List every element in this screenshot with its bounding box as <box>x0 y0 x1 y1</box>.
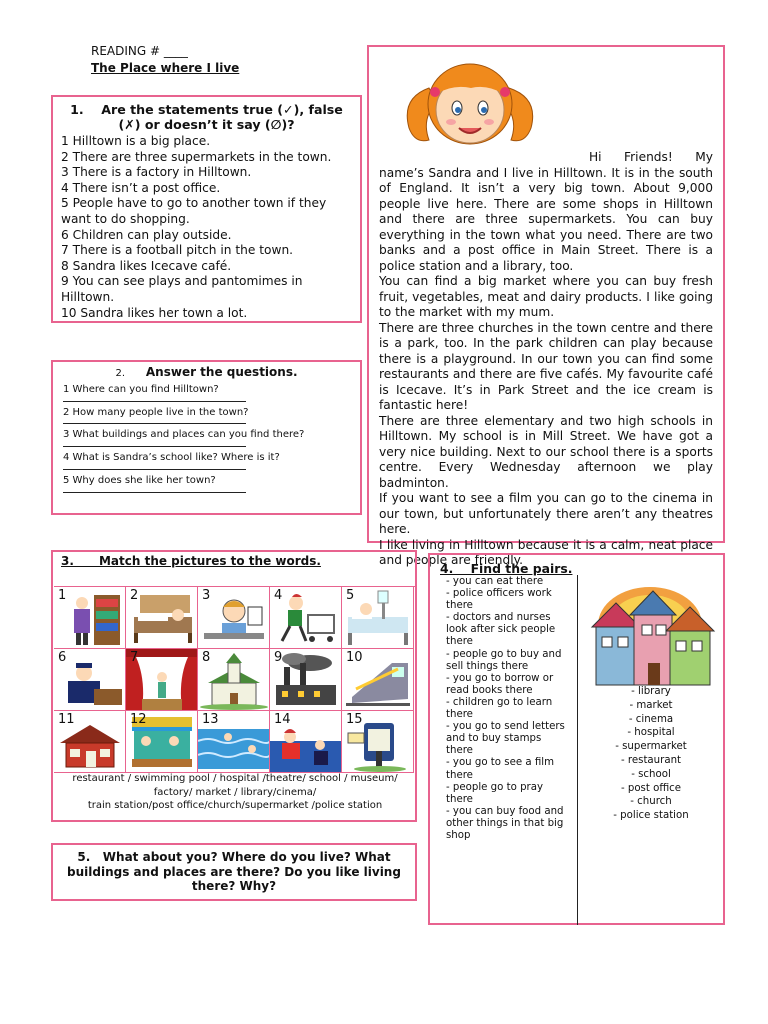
description-item: - you go to see a film there <box>446 757 555 781</box>
exercise-3-title: 3. Match the pictures to the words. <box>61 554 321 568</box>
answer-line[interactable] <box>63 488 246 493</box>
place-item: - restaurant <box>620 754 682 766</box>
question-item: 3 What buildings and places can you find there? <box>63 429 305 441</box>
exercise-5-box <box>51 843 417 901</box>
picture-number: 1 <box>58 588 67 603</box>
description-item: - you go to send letters and to buy stamps there <box>446 721 565 757</box>
description-item: - people go to buy and sell things there <box>446 648 562 672</box>
reading-paragraph: There are three elementary and two high schools in Hilltown. My school is in Mill Street. We have got a very nice building. Next to our school there is a sports centre. Every Wednesday afternoon we play badminton. <box>379 413 713 490</box>
exercise-5-prompt: 5. What about you? Where do you live? What buildings and places are there? Do you like living there? Why? <box>67 850 406 893</box>
picture-number: 9 <box>274 650 283 665</box>
description-item: - doctors and nurses look after sick people there <box>446 612 556 648</box>
exercise-2-number: 2. <box>115 368 125 379</box>
reading-paragraph: There are three churches in the town centre and there is a park, too. In the park children can play because there is a playground. In our town you can find some restaurants and there are five cafés. My favourite café is Icecave. It’s in Park Street and the ice cream is fantastic here! <box>379 320 713 412</box>
picture-cell-theatre <box>126 649 198 711</box>
picture-cell-hospital-bed <box>126 587 198 649</box>
exercise-1-number: 1. <box>70 102 84 117</box>
picture-cell-police-station <box>54 649 126 711</box>
description-item: - children go to learn there <box>446 696 553 721</box>
picture-number: 4 <box>274 588 283 603</box>
exercise-4-title: 4. Find the pairs. <box>440 561 573 576</box>
statement-item: 9 You can see plays and pantomimes in Hilltown. <box>61 274 303 304</box>
exercise-1-box <box>51 95 362 323</box>
question-item: 5 Why does she like her town? <box>63 474 216 486</box>
picture-cell-swimming-pool <box>198 711 270 773</box>
picture-cell-cinema <box>270 711 342 773</box>
statement-item: 3 There is a factory in Hilltown. <box>61 165 252 180</box>
picture-cell-restaurant <box>54 711 126 773</box>
exercise-1-question <box>61 102 352 132</box>
worksheet-title: The Place where I live <box>91 61 240 75</box>
question-item: 4 What is Sandra’s school like? Where is it? <box>63 452 280 464</box>
picture-number: 12 <box>130 712 147 727</box>
picture-number: 8 <box>202 650 211 665</box>
description-item: - people go to pray there <box>446 781 544 805</box>
reading-paragraph: If you want to see a film you can go to the cinema in our town, but unfortunately there aren’t any theatres here. <box>379 491 713 536</box>
picture-cell-factory <box>270 649 342 711</box>
place-item: - school <box>631 768 671 780</box>
place-item: - post office <box>620 782 682 794</box>
description-item: - you go to borrow or read books there <box>446 672 554 696</box>
statement-item: 8 Sandra likes Icecave café. <box>61 258 232 273</box>
sandra-girl-illustration <box>379 52 551 150</box>
place-item: - library <box>631 686 671 697</box>
reading-paragraph: I like living in Hilltown because it is a calm, neat place and people are friendly. <box>379 537 713 567</box>
picture-number: 7 <box>130 650 139 665</box>
houses-illustration <box>590 585 716 691</box>
question-item: 2 How many people live in the town? <box>63 406 249 418</box>
exercise-1-question-text: Are the statements true (✓), false (✗) or doesn’t it say (∅)? <box>101 102 343 132</box>
picture-number: 10 <box>346 650 363 665</box>
picture-cell-school <box>198 587 270 649</box>
word-bank <box>53 772 417 813</box>
picture-cell-post-office <box>342 711 414 773</box>
reading-intro-paragraph: Hi Friends! My name’s Sandra and I live in Hilltown. It is in the south of England. It isn’t a very big town. About 9,000 people live here. There are some shops in Hilltown and there are three supermarkets. You can buy everything in the town what you need. There are two banks and a post office in Main Street. There is a police station and a library, too. <box>379 150 713 273</box>
place-item: - hospital <box>627 727 675 739</box>
exercise-2-question-text: Answer the questions. <box>145 365 298 379</box>
exercise-4-box <box>428 553 725 925</box>
column-divider <box>577 575 578 925</box>
statement-item: 6 Children can play outside. <box>61 227 232 242</box>
answer-line[interactable] <box>63 442 246 447</box>
answer-line[interactable] <box>63 397 246 402</box>
picture-cell-church <box>198 649 270 711</box>
statement-item: 1 Hilltown is a big place. <box>61 134 211 148</box>
exercise-2-box <box>51 360 362 515</box>
description-list <box>446 576 571 842</box>
answer-line[interactable] <box>63 419 246 424</box>
statement-item: 2 There are three supermarkets in the town. <box>61 149 332 164</box>
picture-number: 6 <box>58 650 67 665</box>
word-bank-line: restaurant / swimming pool / hospital /theatre/ school / museum/ <box>72 773 398 784</box>
reading-paragraphs <box>379 274 713 569</box>
reading-number-label: READING # ____ <box>91 44 188 58</box>
picture-cell-hospital <box>342 587 414 649</box>
description-item: - police officers work there <box>446 588 552 612</box>
place-item: - police station <box>613 810 689 822</box>
description-item: - you can eat there <box>446 576 544 587</box>
picture-cell-library <box>54 587 126 649</box>
reading-paragraph: You can find a big market where you can buy fresh fruit, vegetables, meat and dairy products. I like going to the market with my mum. <box>379 274 713 319</box>
place-item: - market <box>629 699 673 711</box>
picture-grid <box>54 586 416 773</box>
place-item: - supermarket <box>615 741 687 753</box>
answer-line[interactable] <box>63 465 246 470</box>
place-list <box>586 685 716 823</box>
word-bank-line: train station/post office/church/supermarket /police station <box>87 800 383 811</box>
exercise-3-box <box>51 550 417 822</box>
exercise-2-question <box>63 366 350 381</box>
question-list <box>63 384 350 493</box>
question-item: 1 Where can you find Hilltown? <box>63 383 219 395</box>
picture-number: 15 <box>346 712 363 727</box>
picture-number: 5 <box>346 588 355 603</box>
statement-list <box>61 134 352 321</box>
picture-number: 3 <box>202 588 211 603</box>
picture-cell-supermarket <box>270 587 342 649</box>
picture-number: 13 <box>202 712 219 727</box>
place-item: - church <box>630 796 672 808</box>
description-item: - you can buy food and other things in that big shop <box>446 805 564 841</box>
statement-item: 10 Sandra likes her town a lot. <box>61 305 248 320</box>
picture-number: 2 <box>130 588 139 603</box>
statement-item: 7 There is a football pitch in the town. <box>61 243 294 258</box>
reading-text-box <box>367 45 725 567</box>
statement-item: 4 There isn’t a post office. <box>61 180 221 195</box>
word-bank-line: factory/ market / library/cinema/ <box>153 786 317 798</box>
picture-number: 14 <box>274 712 291 727</box>
picture-cell-market <box>126 711 198 773</box>
picture-cell-train-station <box>342 649 414 711</box>
statement-item: 5 People have to go to another town if they want to do shopping. <box>61 196 327 226</box>
picture-number: 11 <box>58 712 75 727</box>
place-item: - cinema <box>628 713 674 725</box>
